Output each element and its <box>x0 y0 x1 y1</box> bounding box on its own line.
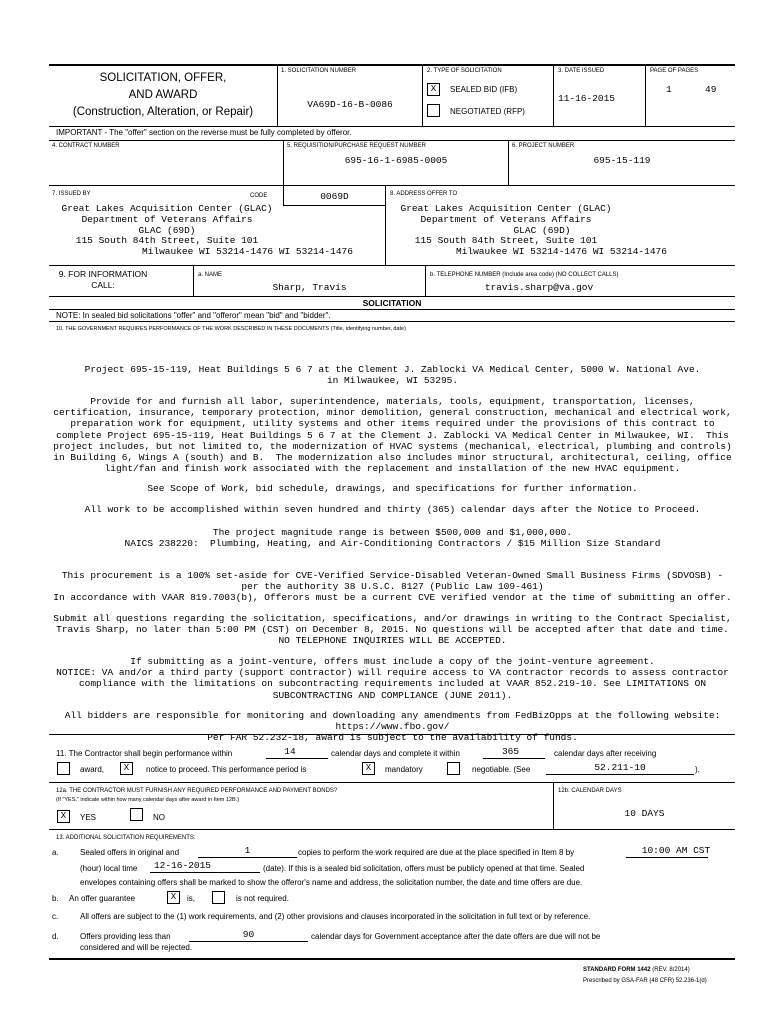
important-note: IMPORTANT - The "offer" section on the reverse must be fully completed by offeror. <box>56 128 352 137</box>
acceptance-days: 90 <box>242 929 255 940</box>
issued-by-label: 7. ISSUED BY <box>52 191 91 197</box>
item13c-letter: c. <box>52 912 59 921</box>
mandatory-checkbox[interactable]: X <box>362 762 375 775</box>
notice-to-proceed-checkbox[interactable]: X <box>120 762 133 775</box>
issued-by-address <box>52 203 353 258</box>
item11-close: ). <box>695 765 700 774</box>
item13d-letter: d. <box>52 932 59 941</box>
date-issued: 11-16-2015 <box>558 93 616 104</box>
form-title-line2: AND AWARD <box>128 89 198 101</box>
description-paragraph: All bidders are responsible for monitoring and downloading any amendments from FedBizOpps at the following website: https://www.fbo.gov/ Per FAR 52.232-18, award is subject to the availability of funds. <box>64 710 721 744</box>
negotiable-checkbox[interactable] <box>447 762 460 775</box>
page-of-pages-label: PAGE OF PAGES <box>650 68 699 74</box>
negotiable-label: negotiable. (See <box>472 765 531 774</box>
description-paragraph: All work to be accomplished within seven hundred and thirty (365) calendar days after the Notice to Proceed. <box>84 504 701 515</box>
complete-days: 365 <box>501 746 520 757</box>
solicitation-type-label: 2. TYPE OF SOLICITATION <box>427 68 502 74</box>
item12b-label: 12b. CALENDAR DAYS <box>558 788 622 794</box>
item13a-text: Sealed offers in original and <box>80 848 180 857</box>
notice-to-proceed-label: notice to proceed. This performance period is <box>146 765 307 774</box>
form-title <box>52 70 274 121</box>
sealed-bid-checkbox[interactable]: X <box>427 83 440 96</box>
description-paragraph: Submit all questions regarding the solicitation, specifications, and/or drawings in writing to the Contract Specialist, Travis Sharp, no later than 5:00 PM (CST) on December 8, 2015. No questions will be accepted after that date and time. NO TELEPHONE INQUIRIES WILL BE ACCEPTED. <box>53 613 732 647</box>
item13a-text: (hour) local time <box>80 864 138 873</box>
item11-text: 11. The Contractor shall begin performance within <box>56 749 233 758</box>
description-paragraph: If submitting as a joint-venture, offers must include a copy of the joint-venture agreement. NOTICE: VA and/or a third party (support contractor) will require access to VA contractor records to assess contractor compliance with the limitations on subcontracting requirements included at VAAR 852.219-10. See LIMITATIONS ON SUBCONTRACTING AND COMPLIANCE (JUNE 2011). <box>56 656 729 701</box>
for-information-label-line2: CALL: <box>91 280 115 290</box>
contact-name: Sharp, Travis <box>272 282 347 293</box>
item12a-label: 12a. THE CONTRACTOR MUST FURNISH ANY REQUIRED PERFORMANCE AND PAYMENT BONDS? <box>56 788 338 794</box>
issued-by-line: Milwaukee WI 53214-1476 WI 53214-1476 <box>142 246 353 258</box>
due-time: 10:00 AM CST <box>641 845 711 856</box>
address-offer-line: Great Lakes Acquisition Center (GLAC) <box>400 203 612 214</box>
see-reference: 52.211-10 <box>594 762 646 773</box>
item11-text: calendar days after receiving <box>554 749 657 758</box>
item10-label: 10. THE GOVERNMENT REQUIRES PERFORMANCE OF THE WORK DESCRIBED IN THESE DOCUMENTS (Title, identifying number, date) <box>56 326 406 332</box>
description-paragraph: See Scope of Work, bid schedule, drawings, and specifications for further information. <box>147 483 638 494</box>
award-checkbox[interactable] <box>57 762 70 775</box>
requisition-number: 695-16-1-6985-0005 <box>344 155 448 166</box>
item13a-text: envelopes containing offers shall be marked to show the offeror's name and address, the solicitation number, the date and time offers are due. <box>80 878 583 887</box>
bonds-yes-label: YES <box>80 813 97 822</box>
date-issued-label: 3. DATE ISSUED <box>558 68 605 74</box>
contact-email: travis.sharp@va.gov <box>484 282 594 293</box>
contact-name-label: a. NAME <box>198 272 223 278</box>
bonds-no-checkbox[interactable] <box>130 808 143 821</box>
issued-by-line: Department of Veterans Affairs <box>81 213 253 225</box>
page-total: 49 <box>705 84 717 95</box>
issuing-office-code: 0069D <box>320 191 349 202</box>
bonds-no-label: NO <box>153 813 165 822</box>
item13d-text: considered and will be rejected. <box>80 943 193 952</box>
issued-by-line: Great Lakes Acquisition Center (GLAC) <box>61 203 273 214</box>
mandatory-label: mandatory <box>385 765 423 774</box>
project-number-label: 6. PROJECT NUMBER <box>512 143 575 149</box>
description-paragraph: The project magnitude range is between $500,000 and $1,000,000. NAICS 238220: Plumbing, Heating, and Air-Conditioning Contractors / $15 Million Size Standard <box>124 527 661 550</box>
contract-number-label: 4. CONTRACT NUMBER <box>52 143 120 149</box>
telephone-label: b. TELEPHONE NUMBER (Include area code) (NO COLLECT CALLS) <box>430 272 619 278</box>
top-border <box>49 64 735 66</box>
address-offer-line: Department of Veterans Affairs <box>420 213 592 225</box>
address-offer-line: GLAC (69D) <box>513 224 571 236</box>
item13a-letter: a. <box>52 848 59 857</box>
item13b-letter: b. <box>52 894 59 903</box>
item13a-text: copies to perform the work required are due at the place specified in Item 8 by <box>298 848 575 857</box>
solicitation-number: VA69D-16-B-0086 <box>307 99 393 110</box>
form-revision: (REV. 8/2014) <box>650 967 690 973</box>
address-offer-line: 115 South 84th Street, Suite 101 <box>414 235 598 247</box>
page-number: 1 <box>666 84 672 95</box>
sealed-bid-label: SEALED BID (IFB) <box>450 85 518 94</box>
item13d-text: Offers providing less than <box>80 932 171 941</box>
due-date: 12-16-2015 <box>153 860 211 871</box>
description-paragraph: Project 695-15-119, Heat Buildings 5 6 7 at the Clement J. Zablocki VA Medical Center, 5000 W. National Ave. in Milwaukee, WI 53295. <box>84 364 701 387</box>
form-number: STANDARD FORM 1442 <box>583 967 651 973</box>
code-label: CODE <box>250 193 268 199</box>
begin-days: 14 <box>284 746 296 757</box>
negotiated-label: NEGOTIATED (RFP) <box>450 107 525 116</box>
item12a-sublabel: (If "YES," indicate within how many calendar days after award in Item 12B.) <box>56 797 240 803</box>
form-title-line1: SOLICITATION, OFFER, <box>99 72 227 84</box>
guarantee-is-checkbox[interactable]: X <box>167 891 180 904</box>
item13-label: 13. ADDITIONAL SOLICITATION REQUIREMENTS: <box>56 835 196 841</box>
description-paragraph: Provide for and furnish all labor, superintendence, materials, tools, equipment, transportation, licenses, certification, insurance, temporary protection, minor demolition, general construction, mechanical and electrical work, preparation work for equipment, utility systems and other items required under the provisions of this contract to complete Project 695-15-119, Heat Buildings 5 6 7 at the Clement J. Zablocki VA Medical Center in Milwaukee, WI. This project includes, but not limited to, the modernization of HVAC systems (mechanical, electrical, plumbing and controls) in Building 6, Wings A (south) and B. The modernization also includes minor structural, architectural, ceiling, office light/fan and finish work associated with the replacement and installation of the new HVAC equipment. <box>53 396 732 475</box>
item13d-text: calendar days for Government acceptance after the date offers are due will not be <box>311 932 601 941</box>
issued-by-line: 115 South 84th Street, Suite 101 <box>75 235 259 247</box>
item13a-text: (date). If this is a sealed bid solicitation, offers must be publicly opened at that time. Sealed <box>263 864 585 873</box>
address-offer-to <box>386 203 667 258</box>
form-identifier <box>583 967 690 973</box>
negotiated-checkbox[interactable] <box>427 104 440 117</box>
guarantee-is-not-label: is not required. <box>236 894 289 903</box>
for-information-label <box>55 269 151 291</box>
project-number: 695-15-119 <box>593 155 651 166</box>
solicitation-number-label: 1. SOLICITATION NUMBER <box>281 68 357 74</box>
address-offer-label: 8. ADDRESS OFFER TO <box>390 191 458 197</box>
sealed-bid-note: NOTE: In sealed bid solicitations "offer" and "offeror" mean "bid" and "bidder". <box>56 311 331 320</box>
description-paragraph: This procurement is a 100% set-aside for CVE-Verified Service-Disabled Veteran-Owned Small Business Firms (SDVOSB) - per the authority 38 U.S.C. 8127 (Public Law 109-461) In accordance with VAAR 819.7003(b), Offerors must be a current CVE verified vendor at the time of submitting an offer. <box>53 570 732 604</box>
address-offer-line: Milwaukee WI 53214-1476 WI 53214-1476 <box>456 246 667 258</box>
bonds-yes-checkbox[interactable]: X <box>57 810 70 823</box>
award-label: award, <box>80 765 105 774</box>
for-information-label-line1: 9. FOR INFORMATION <box>58 269 148 279</box>
guarantee-is-label: is, <box>187 894 195 903</box>
guarantee-is-not-checkbox[interactable] <box>212 891 225 904</box>
bond-calendar-days: 10 DAYS <box>624 808 665 819</box>
copies-count: 1 <box>244 845 251 856</box>
form-title-line3: (Construction, Alteration, or Repair) <box>72 106 254 118</box>
requisition-number-label: 5. REQUISITION/PURCHASE REQUEST NUMBER <box>287 143 426 149</box>
item13c-text: All offers are subject to the (1) work requirements, and (2) other provisions and clauses incorporated in the solicitation in full text or by reference. <box>80 912 591 921</box>
item11-text: calendar days and complete it within <box>331 749 460 758</box>
item13b-text: An offer guarantee <box>69 894 136 903</box>
solicitation-heading: SOLICITATION <box>362 298 422 308</box>
form-prescribed-by: Prescribed by GSA-FAR (48 CFR) 52.236-1(d) <box>583 978 707 984</box>
issued-by-line: GLAC (69D) <box>138 224 196 236</box>
